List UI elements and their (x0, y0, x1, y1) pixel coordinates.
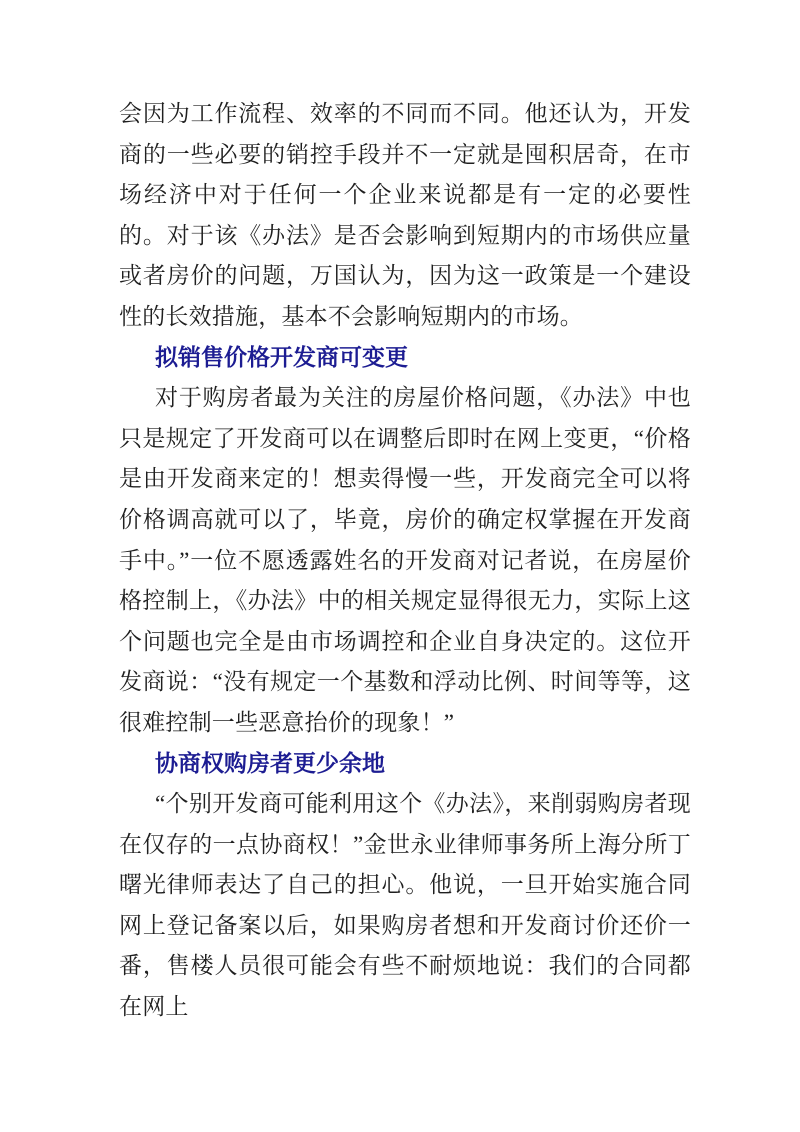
body-paragraph-price: 对于购房者最为关注的房屋价格问题，《办法》中也只是规定了开发商可以在调整后即时在网上变更，“价格是由开发商来定的！想卖得慢一些，开发商完全可以将价格调高就可以了，毕竟，房价的确定权掌握在开发商手中。”一位不愿透露姓名的开发商对记者说，在房屋价格控制上，《办法》中的相关规定显得很无力，实际上这个问题也完全是由市场调控和企业自身决定的。这位开发商说：“没有规定一个基数和浮动比例、时间等等，这很难控制一些恶意抬价的现象！” (119, 385, 691, 735)
section-heading-price-change: 拟销售价格开发商可变更 (155, 344, 408, 370)
section-heading-negotiation: 协商权购房者更少余地 (155, 750, 385, 776)
body-paragraph-negotiation: “个别开发商可能利用这个《办法》，来削弱购房者现在仅存的一点协商权！”金世永业律师事务所上海分所丁曙光律师表达了自己的担心。他说，一旦开始实施合同网上登记备案以后，如果购房者想和开发商讨价还价一番，售楼人员很可能会有些不耐烦地说：我们的合同都在网上 (119, 791, 691, 1020)
body-paragraph-continuation: 会因为工作流程、效率的不同而不同。他还认为，开发商的一些必要的销控手段并不一定就是囤积居奇，在市场经济中对于任何一个企业来说都是有一定的必要性的。对于该《办法》是否会影响到短期内的市场供应量或者房价的问题，万国认为，因为这一政策是一个建设性的长效措施，基本不会影响短期内的市场。 (119, 101, 691, 329)
document-page (119, 94, 691, 1028)
